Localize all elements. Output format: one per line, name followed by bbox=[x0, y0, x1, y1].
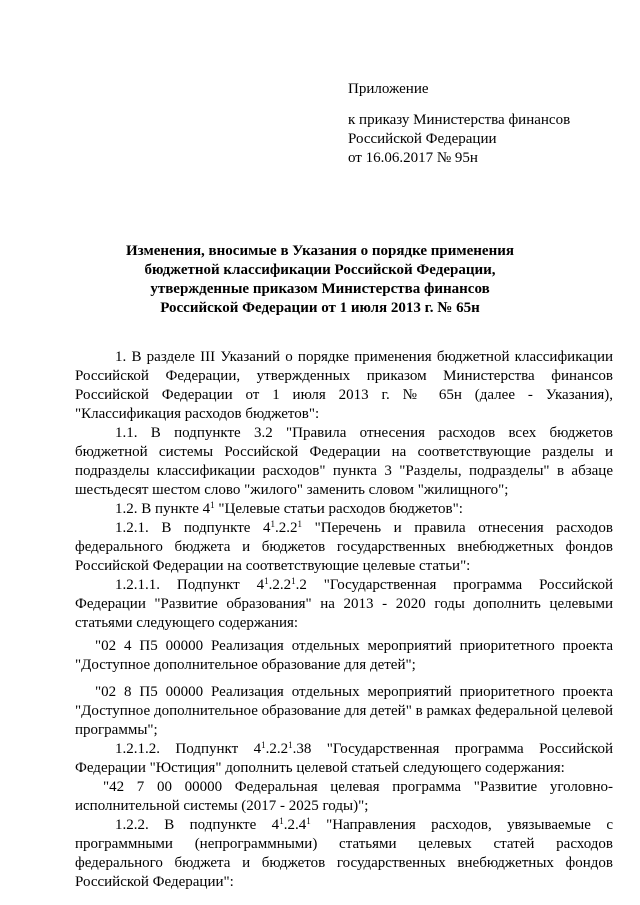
appendix-title: Приложение bbox=[348, 81, 429, 97]
appendix-date-line: от 16.06.2017 № 95н bbox=[348, 150, 478, 166]
target-article-02-4: "02 4 П5 00000 Реализация отдельных мероприятий приоритетного проекта "Доступное дополнительное образование для детей"; bbox=[75, 638, 613, 673]
paragraph-text: 1.2.1.2. Подпункт 4 bbox=[115, 741, 262, 757]
superscript: 1 bbox=[288, 740, 293, 750]
superscript: 1 bbox=[297, 519, 303, 529]
target-article-42-7: "42 7 00 00000 Федеральная целевая программа "Развитие уголовно-исполнительной системы (2017 - 2025 годы)"; bbox=[75, 779, 613, 814]
paragraph-1-2-2 bbox=[75, 816, 613, 892]
paragraph-1-1: 1.1. В подпункте 3.2 "Правила отнесения расходов всех бюджетов бюджетной системы Российской Федерации на соответствующие разделы и подразделы классификации расходов" пункта 3 "Разделы, подразделы" в абзаце шестьдесят шестом слово "жилого" заменить словом "жилищного"; bbox=[75, 425, 613, 498]
paragraph-1-2-1 bbox=[75, 519, 613, 576]
paragraph-text: 1.2.1.1. Подпункт 4 bbox=[115, 577, 265, 593]
title-line-1: Изменения, вносимые в Указания о порядке применения bbox=[126, 243, 514, 259]
paragraph-text: .38 "Государственная программа Российской Федерации "Юстиция" дополнить целевой статьей следующего содержания: bbox=[75, 741, 614, 776]
superscript: 1 bbox=[264, 576, 269, 586]
superscript: 1 bbox=[291, 576, 296, 586]
title-line-2: бюджетной классификации Российской Федерации, bbox=[144, 262, 496, 278]
paragraph-1-2-1-2 bbox=[75, 740, 613, 778]
superscript: 1 bbox=[270, 519, 276, 529]
paragraph-text: 1.2. В пункте 4 bbox=[115, 501, 211, 517]
superscript: 1 bbox=[279, 816, 284, 826]
title-line-3: утвержденные приказом Министерства финансов bbox=[150, 281, 490, 297]
superscript: 1 bbox=[306, 816, 311, 826]
paragraph-text: 1.2.2. В подпункте 4 bbox=[115, 817, 280, 833]
paragraph-text: "Целевые статьи расходов бюджетов": bbox=[214, 501, 463, 517]
paragraph-text: .2.2 bbox=[275, 520, 298, 536]
paragraph-1: 1. В разделе III Указаний о порядке применения бюджетной классификации Российской Федерации, утвержденных приказом Министерства финансов Российской Федерации от 1 июля 2013 г. № 65н (далее - Указания), "Классификация расходов бюджетов": bbox=[75, 349, 613, 422]
appendix-country-line: Российской Федерации bbox=[348, 131, 497, 147]
paragraph-text: "Направления расходов, увязываемые с программными (непрограммными) статьями целевых статей расходов федерального бюджета и бюджетов государственных внебюджетных фондов Российской Федерации": bbox=[75, 817, 613, 890]
paragraph-text: 1.2.1. В подпункте 4 bbox=[115, 520, 271, 536]
target-article-02-8: "02 8 П5 00000 Реализация отдельных мероприятий приоритетного проекта "Доступное дополнительное образование для детей" в рамках федеральной целевой программы"; bbox=[75, 684, 613, 738]
paragraph-1-2-1-1 bbox=[75, 576, 613, 633]
paragraph-1-2 bbox=[75, 500, 613, 519]
appendix-block bbox=[348, 80, 618, 168]
paragraph-text: .2.2 bbox=[268, 577, 292, 593]
paragraph-text: .2 "Государственная программа Российской Федерации "Развитие образования" на 2013 - 2020 годы дополнить целевыми статьями следующего содержания: bbox=[75, 577, 614, 631]
superscript: 1 bbox=[261, 740, 266, 750]
paragraph-text: "Перечень и правила отнесения расходов федерального бюджета и бюджетов государственных внебюджетных фондов Российской Федерации на соответствующие целевые статьи": bbox=[75, 520, 613, 574]
paragraph-text: .2.4 bbox=[283, 817, 307, 833]
document-body bbox=[75, 348, 613, 892]
document-title bbox=[95, 242, 545, 318]
appendix-order-line: к приказу Министерства финансов bbox=[348, 112, 571, 128]
paragraph-text: .2.2 bbox=[265, 741, 289, 757]
superscript: 1 bbox=[210, 500, 215, 510]
title-line-4: Российской Федерации от 1 июля 2013 г. № 65н bbox=[160, 300, 480, 316]
